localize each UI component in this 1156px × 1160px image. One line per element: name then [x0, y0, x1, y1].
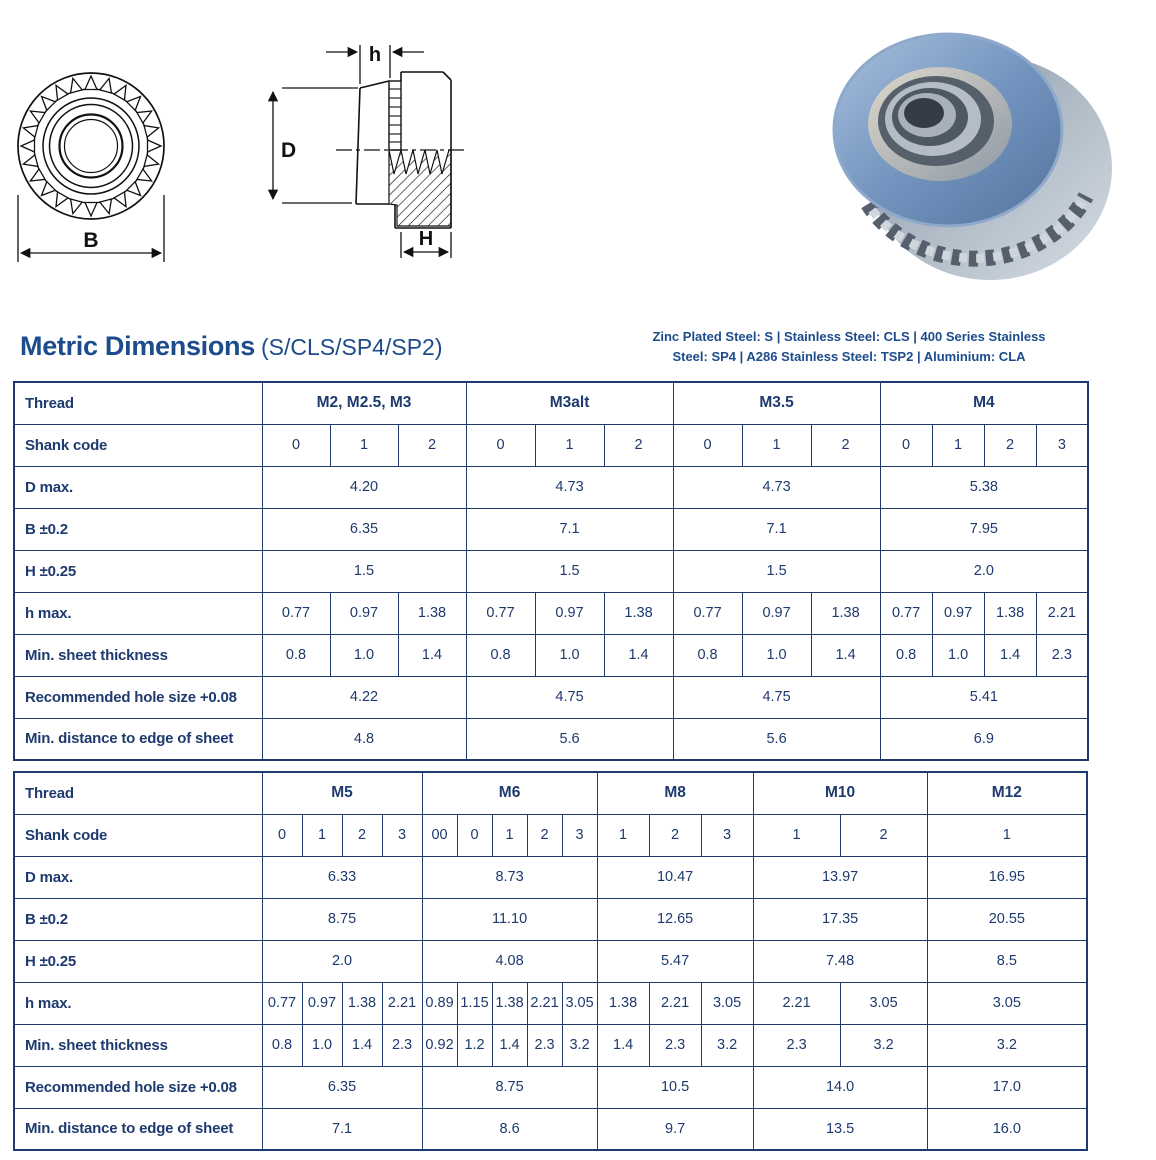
value-cell: 2.3: [382, 1024, 422, 1066]
value-cell: 5.47: [597, 940, 753, 982]
value-cell: 3.2: [701, 1024, 753, 1066]
min-sheet-row: [14, 1024, 1087, 1066]
value-cell: 16.95: [927, 856, 1087, 898]
value-cell: 3.2: [927, 1024, 1087, 1066]
value-cell: 1.5: [262, 550, 466, 592]
page-title-suffix: (S/CLS/SP4/SP2): [260, 334, 443, 360]
shank-code-cell: 2: [398, 424, 466, 466]
value-cell: 4.22: [262, 676, 466, 718]
value-cell: 1.4: [811, 634, 880, 676]
value-cell: 2.3: [649, 1024, 701, 1066]
value-cell: 17.0: [927, 1066, 1087, 1108]
row-label-min-sheet: Min. sheet thickness: [14, 634, 262, 676]
value-cell: 5.6: [466, 718, 673, 760]
shank-code-cell: 1: [932, 424, 984, 466]
value-cell: 1.15: [457, 982, 492, 1024]
technical-drawings: [0, 0, 1156, 315]
value-cell: 6.9: [880, 718, 1088, 760]
value-cell: 1.0: [302, 1024, 342, 1066]
value-cell: 14.0: [753, 1066, 927, 1108]
value-cell: 0.77: [880, 592, 932, 634]
shank-code-cell: 1: [597, 814, 649, 856]
shank-code-cell: 0: [457, 814, 492, 856]
value-cell: 2.0: [262, 940, 422, 982]
row-label-hole-size: Recommended hole size +0.08: [14, 1066, 262, 1108]
value-cell: 11.10: [422, 898, 597, 940]
row-label-edge-distance: Min. distance to edge of sheet: [14, 1108, 262, 1150]
material-codes-line2: Steel: SP4 | A286 Stainless Steel: TSP2 | Aluminium: CLA: [672, 348, 1026, 364]
value-cell: 8.75: [422, 1066, 597, 1108]
value-cell: 0.8: [262, 1024, 302, 1066]
value-cell: 0.77: [262, 592, 330, 634]
thread-group: M12: [927, 772, 1087, 814]
value-cell: 1.38: [492, 982, 527, 1024]
nut-section-view-drawing: [273, 44, 466, 258]
value-cell: 8.5: [927, 940, 1087, 982]
value-cell: 4.20: [262, 466, 466, 508]
shank-code-cell: 0: [262, 424, 330, 466]
row-label-d-max: D max.: [14, 856, 262, 898]
value-cell: 1.0: [535, 634, 604, 676]
value-cell: 2.21: [382, 982, 422, 1024]
value-cell: 4.73: [466, 466, 673, 508]
value-cell: 1.0: [330, 634, 398, 676]
row-label-b: B ±0.2: [14, 898, 262, 940]
shank-code-cell: 3: [1036, 424, 1088, 466]
value-cell: 1.0: [932, 634, 984, 676]
h-max-row: [14, 592, 1088, 634]
shank-code-cell: 3: [382, 814, 422, 856]
value-cell: 5.41: [880, 676, 1088, 718]
shank-code-cell: 2: [649, 814, 701, 856]
dim-label-b: B: [83, 229, 99, 252]
value-cell: 20.55: [927, 898, 1087, 940]
value-cell: 2.21: [1036, 592, 1088, 634]
row-label-h-max: h max.: [14, 982, 262, 1024]
value-cell: 1.4: [604, 634, 673, 676]
edge-distance-row: [14, 1108, 1087, 1150]
value-cell: 7.1: [673, 508, 880, 550]
d-max-row: [14, 856, 1087, 898]
value-cell: 1.4: [492, 1024, 527, 1066]
thread-group: M6: [422, 772, 597, 814]
hole-size-row: [14, 1066, 1087, 1108]
value-cell: 6.35: [262, 508, 466, 550]
value-cell: 0.97: [535, 592, 604, 634]
min-sheet-row: [14, 634, 1088, 676]
row-label-d-max: D max.: [14, 466, 262, 508]
value-cell: 0.89: [422, 982, 457, 1024]
value-cell: 0.8: [880, 634, 932, 676]
value-cell: 0.77: [466, 592, 535, 634]
nut-3d-render: [834, 34, 1112, 280]
value-cell: 1.38: [597, 982, 649, 1024]
shank-code-cell: 2: [604, 424, 673, 466]
row-label-thread: Thread: [14, 382, 262, 424]
b-row: [14, 898, 1087, 940]
metric-dimensions-table-m5-m12: [13, 771, 1088, 1151]
value-cell: 1.4: [984, 634, 1036, 676]
b-row: [14, 508, 1088, 550]
shank-code-cell: 0: [466, 424, 535, 466]
thread-group: M4: [880, 382, 1088, 424]
edge-distance-row: [14, 718, 1088, 760]
row-label-shank-code: Shank code: [14, 424, 262, 466]
serration-teeth: [21, 76, 161, 216]
value-cell: 4.8: [262, 718, 466, 760]
value-cell: 2.21: [649, 982, 701, 1024]
value-cell: 1.38: [342, 982, 382, 1024]
shank-code-cell: 2: [840, 814, 927, 856]
value-cell: 3.05: [701, 982, 753, 1024]
value-cell: 1.5: [466, 550, 673, 592]
thread-group: M10: [753, 772, 927, 814]
shank-code-cell: 0: [673, 424, 742, 466]
material-codes-line1: Zinc Plated Steel: S | Stainless Steel: CLS | 400 Series Stainless: [652, 329, 1046, 344]
value-cell: 10.47: [597, 856, 753, 898]
shank-code-cell: 1: [927, 814, 1087, 856]
value-cell: 0.97: [302, 982, 342, 1024]
value-cell: 2.21: [753, 982, 840, 1024]
value-cell: 1.38: [398, 592, 466, 634]
dim-label-h-small: h: [368, 44, 382, 66]
row-label-h-cap: H ±0.25: [14, 940, 262, 982]
value-cell: 0.77: [262, 982, 302, 1024]
thread-section-hatch: [389, 150, 451, 226]
value-cell: 7.48: [753, 940, 927, 982]
value-cell: 0.97: [932, 592, 984, 634]
row-label-shank-code: Shank code: [14, 814, 262, 856]
value-cell: 1.4: [398, 634, 466, 676]
value-cell: 1.38: [984, 592, 1036, 634]
thread-row: [14, 382, 1088, 424]
page-title-main: Metric Dimensions: [20, 331, 255, 361]
row-label-h-cap: H ±0.25: [14, 550, 262, 592]
shank-code-cell: 3: [562, 814, 597, 856]
shank-code-cell: 1: [742, 424, 811, 466]
value-cell: 4.75: [466, 676, 673, 718]
shank-code-cell: 1: [492, 814, 527, 856]
h-cap-row: [14, 940, 1087, 982]
value-cell: 1.38: [604, 592, 673, 634]
thread-group: M3.5: [673, 382, 880, 424]
value-cell: 0.92: [422, 1024, 457, 1066]
value-cell: 6.35: [262, 1066, 422, 1108]
shank-code-row: [14, 814, 1087, 856]
metric-dimensions-table-m2-m4: [13, 381, 1089, 761]
row-label-thread: Thread: [14, 772, 262, 814]
dim-label-d: D: [281, 139, 297, 162]
value-cell: 13.5: [753, 1108, 927, 1150]
value-cell: 1.0: [742, 634, 811, 676]
value-cell: 3.05: [562, 982, 597, 1024]
h-cap-row: [14, 550, 1088, 592]
value-cell: 4.73: [673, 466, 880, 508]
value-cell: 1.5: [673, 550, 880, 592]
value-cell: 1.4: [597, 1024, 649, 1066]
value-cell: 9.7: [597, 1108, 753, 1150]
value-cell: 1.2: [457, 1024, 492, 1066]
nut-front-view-drawing: [18, 73, 164, 262]
value-cell: 7.1: [262, 1108, 422, 1150]
shank-code-cell: 1: [535, 424, 604, 466]
value-cell: 17.35: [753, 898, 927, 940]
dim-label-h-big: H: [418, 228, 434, 250]
page-title: [20, 331, 443, 362]
value-cell: 0.77: [673, 592, 742, 634]
value-cell: 16.0: [927, 1108, 1087, 1150]
shank-code-cell: 2: [811, 424, 880, 466]
shank-code-cell: 2: [342, 814, 382, 856]
value-cell: 5.38: [880, 466, 1088, 508]
value-cell: 13.97: [753, 856, 927, 898]
row-label-b: B ±0.2: [14, 508, 262, 550]
value-cell: 5.6: [673, 718, 880, 760]
shank-code-cell: 2: [984, 424, 1036, 466]
value-cell: 4.08: [422, 940, 597, 982]
material-codes-note: [650, 327, 1048, 366]
thread-group: M8: [597, 772, 753, 814]
value-cell: 2.3: [1036, 634, 1088, 676]
value-cell: 2.3: [527, 1024, 562, 1066]
value-cell: 7.1: [466, 508, 673, 550]
thread-group: M2, M2.5, M3: [262, 382, 466, 424]
shank-code-cell: 00: [422, 814, 457, 856]
value-cell: 2.21: [527, 982, 562, 1024]
value-cell: 3.05: [927, 982, 1087, 1024]
value-cell: 6.33: [262, 856, 422, 898]
shank-code-cell: 1: [330, 424, 398, 466]
row-label-h-max: h max.: [14, 592, 262, 634]
value-cell: 3.2: [840, 1024, 927, 1066]
value-cell: 8.6: [422, 1108, 597, 1150]
value-cell: 2.3: [753, 1024, 840, 1066]
thread-group: M3alt: [466, 382, 673, 424]
value-cell: 12.65: [597, 898, 753, 940]
value-cell: 0.8: [673, 634, 742, 676]
thread-group: M5: [262, 772, 422, 814]
value-cell: 8.73: [422, 856, 597, 898]
value-cell: 0.8: [262, 634, 330, 676]
value-cell: 4.75: [673, 676, 880, 718]
value-cell: 0.97: [742, 592, 811, 634]
hole-size-row: [14, 676, 1088, 718]
shank-code-cell: 2: [527, 814, 562, 856]
value-cell: 1.38: [811, 592, 880, 634]
shank-code-cell: 3: [701, 814, 753, 856]
value-cell: 7.95: [880, 508, 1088, 550]
value-cell: 3.2: [562, 1024, 597, 1066]
row-label-edge-distance: Min. distance to edge of sheet: [14, 718, 262, 760]
value-cell: 3.05: [840, 982, 927, 1024]
row-label-hole-size: Recommended hole size +0.08: [14, 676, 262, 718]
shank-code-cell: 1: [753, 814, 840, 856]
row-label-min-sheet: Min. sheet thickness: [14, 1024, 262, 1066]
h-max-row: [14, 982, 1087, 1024]
shank-code-cell: 0: [880, 424, 932, 466]
thread-row: [14, 772, 1087, 814]
shank-code-row: [14, 424, 1088, 466]
value-cell: 0.8: [466, 634, 535, 676]
value-cell: 2.0: [880, 550, 1088, 592]
shank-code-cell: 0: [262, 814, 302, 856]
value-cell: 10.5: [597, 1066, 753, 1108]
value-cell: 1.4: [342, 1024, 382, 1066]
shank-code-cell: 1: [302, 814, 342, 856]
d-max-row: [14, 466, 1088, 508]
value-cell: 8.75: [262, 898, 422, 940]
value-cell: 0.97: [330, 592, 398, 634]
